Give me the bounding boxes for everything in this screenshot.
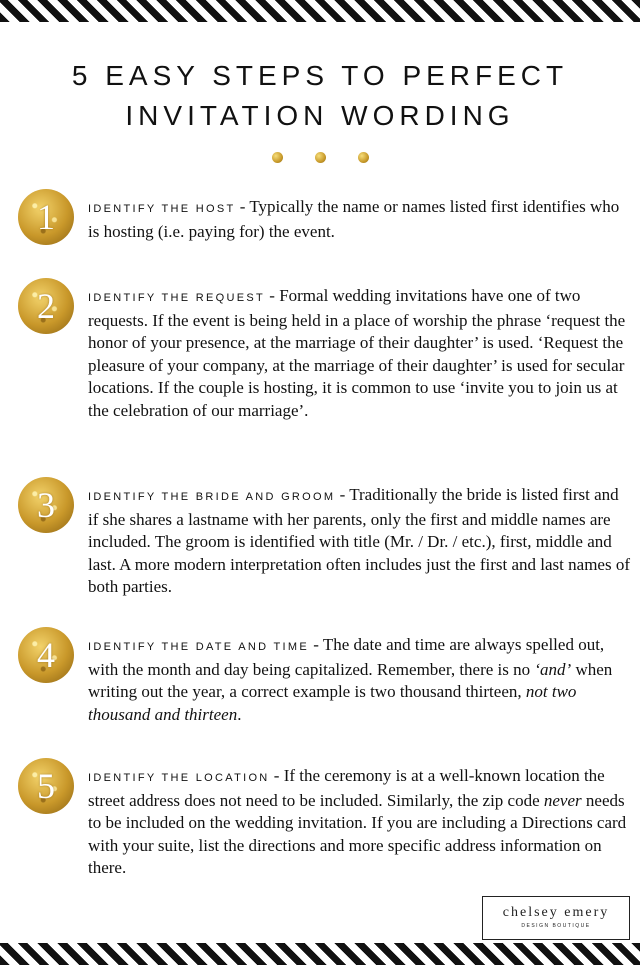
gold-number-badge-icon [18,627,74,683]
gold-number-badge-icon [18,477,74,533]
gold-number-badge-icon [18,278,74,334]
brand-logo [482,896,630,940]
step-text [88,285,633,423]
step-body-emphasis: ‘and’ [534,659,572,679]
page-title [0,56,640,136]
step-body-part-a: The date and time are always spelled out, with the month and day being capitalized. Remember, there is no [88,635,605,679]
step-heading: IDENTIFY THE DATE AND TIME [88,641,309,653]
step-body-part-b: needs to be included on the wedding invitation. If you are including a Directions card with your suite, list the directions and more specific address information on there. [88,790,627,878]
step-heading: IDENTIFY THE LOCATION [88,772,270,784]
gold-dot-icon [315,152,326,163]
step-separator: - [269,766,284,785]
top-stripe-border [0,0,640,22]
step-text [88,765,633,880]
step-separator: - [265,286,280,305]
step-text [88,634,633,726]
step-heading: IDENTIFY THE REQUEST [88,292,266,304]
gold-number-badge-icon [18,189,74,245]
step-number: 1 [37,197,55,237]
step-body-part-a: If the ceremony is at a well-known location the street address does not need to be included. Similarly, the zip code [88,766,605,810]
step-body-emphasis: not two thousand and thirteen [88,682,577,724]
title-line-2: INVITATION WORDING [125,100,515,131]
step-body-emphasis: never [543,790,582,810]
step-heading: IDENTIFY THE HOST [88,203,236,215]
gold-dot-icon [358,152,369,163]
step-number: 5 [37,766,55,806]
three-gold-dots-divider [0,152,640,163]
logo-subtitle: DESIGN BOUTIQUE [521,923,591,929]
step-text [88,484,633,599]
step-separator: - [335,485,350,504]
step-body-part-c: . [237,704,242,724]
step-heading: IDENTIFY THE BRIDE AND GROOM [88,491,336,503]
gold-dot-icon [272,152,283,163]
step-body: Typically the name or names listed first identifies who is hosting (i.e. paying for) the event. [88,197,620,241]
step-number: 4 [37,635,55,675]
title-line-1: 5 EASY STEPS TO PERFECT [71,60,569,91]
step-separator: - [308,635,323,654]
step-body-part-b: when writing out the year, a correct example is two thousand thirteen, [88,659,613,702]
step-text [88,196,633,243]
gold-number-badge-icon [18,758,74,814]
step-body: Formal wedding invitations have one of two requests. If the event is being held in a place of worship the phrase ‘request the honor of your presence, at the marriage of their daughter’ is used. ‘Request the pleasure of your company, at the marriage of their daughter’ is used for secular locations. If the couple is hosting, it is common to use ‘invite you to join us at the celebration of our marriage’. [88,286,626,420]
step-body: Traditionally the bride is listed first and if she shares a lastname with her parents, only the first and middle names are included. The groom is identified with title (Mr. / Dr. / etc.), first, middle and last. A more modern interpretation often includes just the first and last names of both parties. [88,485,630,597]
step-number: 2 [37,286,55,326]
bottom-stripe-border [0,943,640,965]
step-separator: - [235,197,250,216]
step-number: 3 [37,485,55,525]
logo-name: chelsey emery [502,905,610,920]
